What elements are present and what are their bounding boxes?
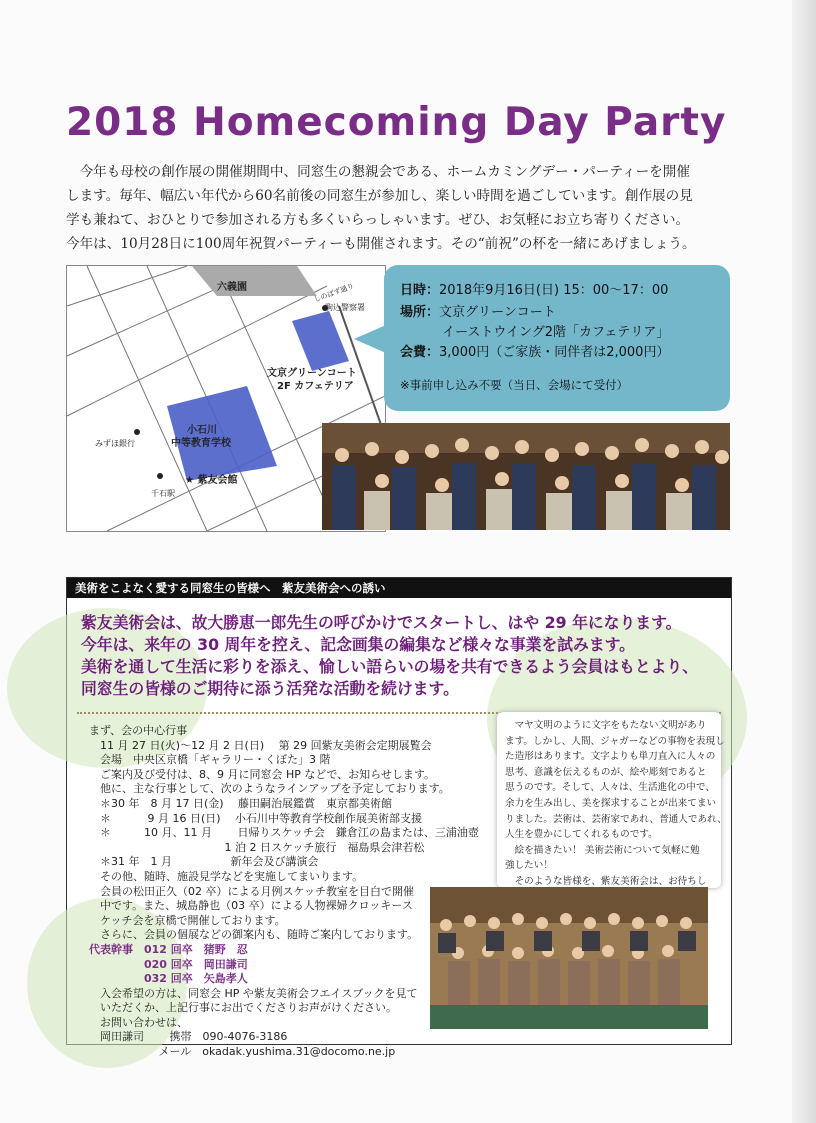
section-header: 美術をこよなく愛する同窓生の皆様へ 紫友美術会への誘い (67, 578, 731, 598)
contact-email: メール okadak.yushima.31@docomo.ne.jp (89, 1045, 396, 1059)
lead-line: 美術を通して生活に彩りを添え、愉しい語らいの場を共有できるよう会員はもとより、 (81, 657, 699, 676)
rep-name: 032 回卒 矢島孝人 (133, 972, 248, 986)
lead-paragraph (81, 612, 731, 700)
callout-pointer (354, 325, 386, 353)
party-group-photo (322, 423, 730, 530)
page-edge-shadow (792, 0, 816, 1123)
lead-line: 今年は、来年の 30 周年を控え、記念画集の編集など様々な事業を試みます。 (81, 635, 635, 654)
quote-box (497, 712, 727, 888)
place-value: 文京グリーンコート (439, 305, 556, 320)
body-line: 会員の松田正久（02 卒）による月例スケッチ教室を目白で開催 (89, 884, 414, 898)
body-line: 会場 中央区京橋「ギャラリー・くぼた」3 階 (89, 753, 331, 767)
body-line: ご案内及び受付は、8、9 月に同窓会 HP などで、お知らせします。 (89, 767, 435, 781)
place-label: 場所： (400, 305, 440, 320)
rep-name: 012 回卒 猪野 忍 (133, 942, 248, 956)
body-line: その他、随時、施設見学などを実施してまいります。 (89, 869, 364, 883)
body-line: 11 月 27 日(火)〜12 月 2 日(日) 第 29 回紫友美術会定期展覧会 (89, 738, 432, 752)
club-photo-image (430, 887, 708, 1029)
info-place-detail: イーストウイング2階「カフェテリア」 (442, 325, 670, 340)
map-label-venue: 文京グリーンコート (267, 368, 357, 379)
map-label-rikugien: 六義園 (217, 282, 247, 293)
party-photo-image (322, 423, 730, 530)
body-line: まず、会の中心行事 (89, 724, 188, 737)
quote-line: 絵を描きたい！ 美術芸術について気軽に勉 (505, 844, 700, 856)
map-label-school: 小石川 (187, 425, 217, 436)
rep-name: 020 回卒 岡田謙司 (133, 957, 248, 971)
body-line: ＊ 10 月、11 月 日帰りスケッチ会 鎌倉江の島または、三浦油壺 (89, 826, 479, 840)
club-group-photo (430, 887, 708, 1029)
map-label-venue-floor: 2F カフェテリア (277, 381, 354, 392)
rep-row (89, 943, 489, 958)
quote-line: 人生を豊かにしてくれるものです。 (505, 829, 658, 841)
quote-line: 余力を生み出し、美を探求することが出来てまい (505, 797, 717, 809)
body-line: 中です。また、城島静也（03 卒）による人物裸婦クロッキース (89, 899, 413, 913)
quote-line: 思うのです。そして、人々は、生活進化の中で、 (505, 782, 715, 794)
intro-paragraph (66, 160, 742, 256)
intro-line: 学も兼ねて、おひとりで参加される方も多くいらっしゃいます。ぜひ、お気軽にお立ち寄りください。 (66, 212, 690, 228)
quote-line: 思考、意識を伝えるものが、絵や彫刻であると (505, 766, 707, 778)
fee-value: 3,000円（ご家族・同伴者は2,000円） (439, 345, 670, 360)
event-info-box (384, 265, 730, 411)
intro-line: 今年も母校の創作展の開催期間中、同窓生の懇親会である、ホームカミングデー・パーティーを開催 (66, 164, 690, 180)
info-fee (400, 341, 669, 360)
lead-line: 紫友美術会は、故大勝恵一郎先生の呼びかけでスタートし、はや 29 年になります。 (81, 613, 682, 632)
info-note: ※事前申し込み不要（当日、会場にて受付） (400, 378, 629, 392)
body-line: 他に、主な行事として、次のようなラインアップを予定しております。 (89, 782, 450, 796)
quote-line: た造形はあります。文字よりも単刀直入に人々の (505, 751, 716, 763)
map-label-bank: みずほ銀行 (95, 439, 135, 448)
quote-line: そのような皆様を、紫友美術会は、お待ちし (505, 875, 707, 887)
closing-line: お問い合わせは、 (89, 1015, 188, 1029)
info-place (400, 301, 556, 320)
rep-label: 代表幹事 (89, 942, 133, 956)
closing-line: いただくか、上記行事にお出でくださりお声がけください。 (89, 1001, 397, 1015)
date-value: 2018年9月16日(日) 15：00〜17：00 (439, 283, 669, 298)
page-title: 2018 Homecoming Day Party (66, 100, 727, 145)
intro-line: 今年は、10月28日に100周年祝賀パーティーも開催されます。その“前祝”の杯を一緒にあげましょう。 (66, 236, 696, 252)
closing-line: 入会希望の方は、同窓会 HP や紫友美術会フエイスブックを見て (89, 986, 418, 1000)
body-line: ＊31 年 1 月 新年会及び講演会 (89, 855, 319, 869)
map-label-street: しのばず通り (312, 282, 356, 304)
quote-line: 強したい！ (505, 860, 553, 872)
body-line: ＊30 年 8 月 17 日(金) 藤田嗣治展鑑賞 東京都美術館 (89, 796, 393, 810)
body-line: 1 泊 2 日スケッチ旅行 福島県会津若松 (89, 840, 425, 854)
quote-line: りました。芸術は、芸術家であれ、普通人であれ、 (505, 813, 727, 825)
intro-line: します。毎年、幅広い年代から60名前後の同窓生が参加し、楽しい時間を過ごしています。創作展の見 (66, 188, 693, 204)
map-label-school-name: 中等教育学校 (171, 438, 231, 449)
body-line: ケッチ会を京橋で開催しております。 (89, 913, 286, 927)
date-label: 日時： (400, 283, 440, 298)
contact-phone: 岡田謙司 携帯 090-4076-3186 (89, 1030, 288, 1044)
map-label-police: 駒込警察署 (325, 303, 365, 312)
body-line: ＊ 9 月 16 日(日) 小石川中等教育学校創作展美術部支援 (89, 811, 423, 825)
info-date (400, 279, 668, 298)
body-line: さらに、会員の個展などの御案内も、随時ご案内しております。 (89, 928, 419, 942)
quote-line: ます。しかし、人間、ジャガーなどの事物を表現し (505, 735, 725, 747)
lead-line: 同窓生の皆様のご期待に添う活発な活動を続けます。 (81, 679, 459, 698)
map-label-station: 千石駅 (151, 489, 175, 498)
map-label-hall: ★ 紫友会館 (185, 475, 238, 486)
quote-line: マヤ文明のように文字をもたない文明があり (505, 720, 707, 731)
fee-label: 会費： (400, 345, 440, 360)
activity-text (89, 724, 489, 1060)
